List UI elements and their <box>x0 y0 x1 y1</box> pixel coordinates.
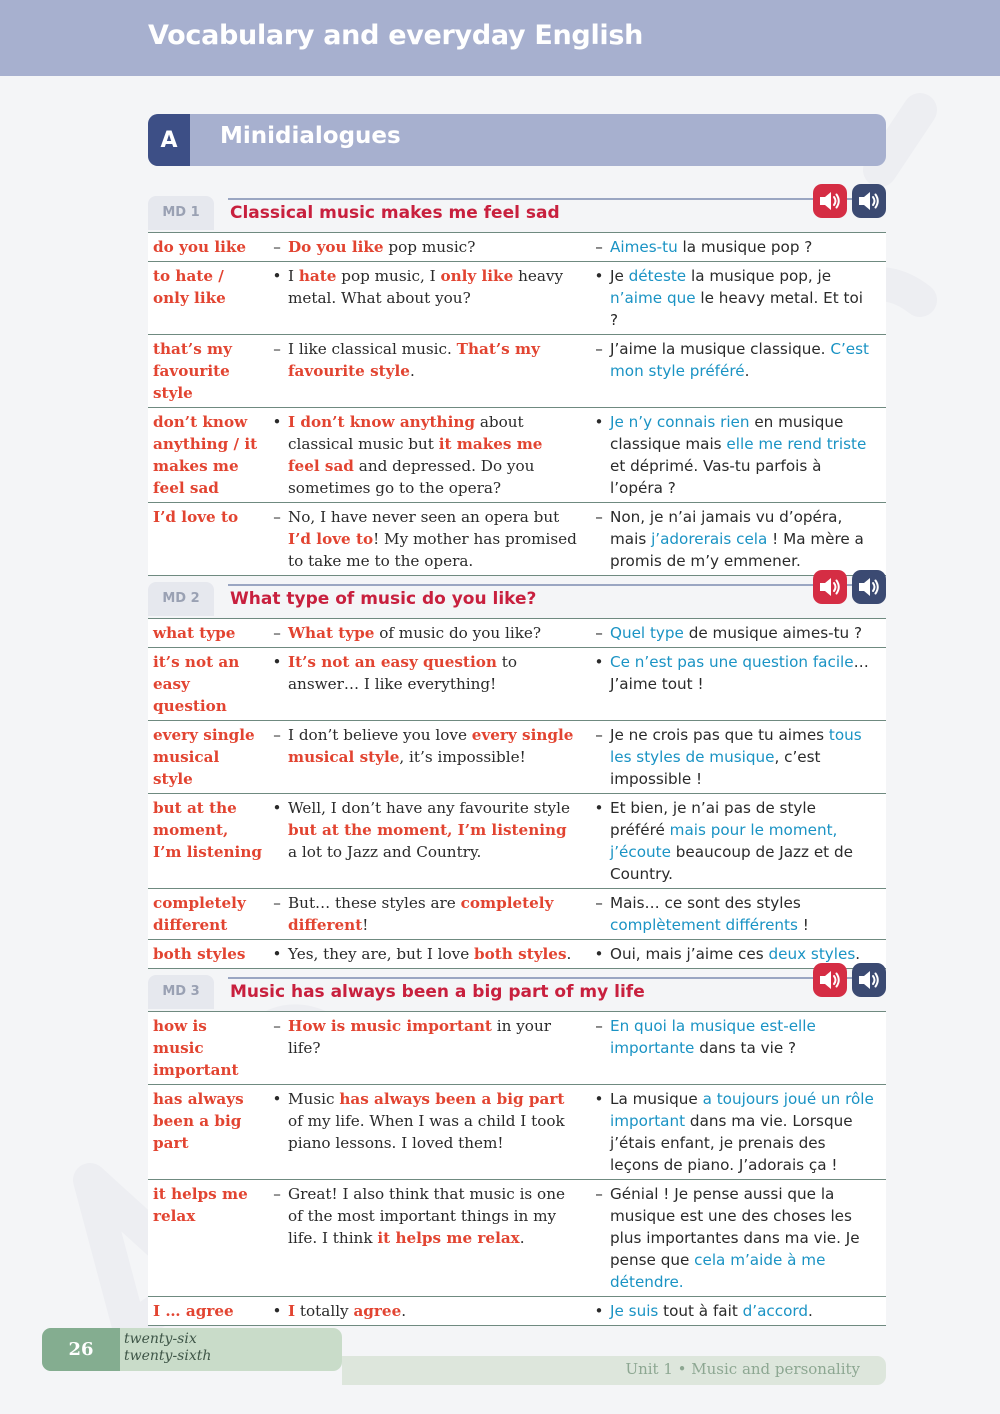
speaker-marker-fr: • <box>588 408 610 503</box>
keyword: to hate / only like <box>148 262 266 335</box>
highlight-phrase: I <box>288 1302 296 1320</box>
speaker-marker: – <box>266 889 288 940</box>
highlight-phrase: déteste <box>628 267 687 285</box>
french-line <box>610 408 886 503</box>
keyword: do you like <box>148 233 266 262</box>
highlight-phrase: complètement différents <box>610 916 798 934</box>
plain-text: dans ma vie. Lorsque j’étais enfant, je prenais des leçons de piano. J’adorais ça ! <box>610 1112 853 1174</box>
plain-text: et déprimé. Vas-tu parfois à l’opéra ? <box>610 457 822 497</box>
highlight-phrase: That’s my favourite style <box>288 340 540 380</box>
plain-text: I <box>288 267 299 285</box>
english-line <box>288 335 588 408</box>
plain-text: Génial ! Je pense aussi que la musique est une des choses les plus importantes dans ma vie. Je pense que <box>610 1185 860 1269</box>
page-ordinal-words: twenty-sixth <box>124 1348 212 1364</box>
plain-text: totally <box>295 1302 354 1320</box>
french-line <box>610 335 886 408</box>
english-line <box>288 262 588 335</box>
plain-text: pop music, I <box>336 267 441 285</box>
highlight-phrase: it helps me relax <box>377 1229 520 1247</box>
plain-text: Great! I also think that music is one of the most important things in my life. I think <box>288 1185 565 1247</box>
highlight-phrase: but at the moment, I’m listening <box>288 821 567 839</box>
md-title: What type of music do you like? <box>230 589 537 609</box>
plain-text: Yes, they are, but I love <box>288 945 475 963</box>
french-line <box>610 619 886 648</box>
plain-text: Music <box>288 1090 340 1108</box>
play-audio-button-alt[interactable] <box>852 963 886 997</box>
english-line <box>288 648 588 721</box>
highlight-phrase: only like <box>440 267 514 285</box>
highlight-phrase: En quoi la musique est-elle importante <box>610 1017 816 1057</box>
plain-text: ! <box>362 916 369 934</box>
speaker-marker: – <box>266 233 288 262</box>
plain-text: beaucoup de Jazz et de Country. <box>610 843 853 883</box>
dialogue-row <box>148 233 886 262</box>
speaker-marker: • <box>266 1297 288 1326</box>
keyword: I’d love to <box>148 503 266 576</box>
dialogue-table <box>148 618 886 969</box>
french-line <box>610 889 886 940</box>
plain-text: . <box>519 1229 525 1247</box>
highlight-phrase: How is music important <box>288 1017 492 1035</box>
play-audio-button[interactable] <box>813 963 847 997</box>
plain-text: pop music? <box>383 238 476 256</box>
play-audio-button[interactable] <box>813 184 847 218</box>
keyword: completely different <box>148 889 266 940</box>
top-banner <box>0 0 1000 76</box>
plain-text: tout à fait <box>658 1302 743 1320</box>
plain-text: ! My mother has promised to take me to the opera. <box>288 530 577 570</box>
plain-text: But… these styles are <box>288 894 461 912</box>
highlight-phrase: it makes me feel sad <box>288 435 543 475</box>
speaker-marker: – <box>266 335 288 408</box>
highlight-phrase: d’accord <box>742 1302 808 1320</box>
speaker-marker-fr: – <box>588 619 610 648</box>
plain-text: la musique pop, je <box>686 267 832 285</box>
dialogue-row <box>148 1012 886 1085</box>
speaker-marker-fr: • <box>588 648 610 721</box>
plain-text: . <box>566 945 572 963</box>
speaker-marker: – <box>266 619 288 648</box>
highlight-phrase: It’s not an easy question <box>288 653 497 671</box>
md-tag: MD 2 <box>148 582 214 616</box>
english-line <box>288 233 588 262</box>
keyword: both styles <box>148 940 266 969</box>
highlight-phrase: has always been a big part <box>339 1090 565 1108</box>
highlight-phrase: j’adorerais cela <box>651 530 768 548</box>
keyword: every single musical style <box>148 721 266 794</box>
plain-text: a lot to Jazz and Country. <box>288 843 482 861</box>
section-bar <box>148 114 886 166</box>
speaker-marker-fr: • <box>588 1297 610 1326</box>
plain-text: ! <box>797 916 809 934</box>
highlight-phrase: every single musical style <box>288 726 574 766</box>
english-line <box>288 940 588 969</box>
highlight-phrase: hate <box>298 267 337 285</box>
dialogue-row <box>148 1085 886 1180</box>
md-rule <box>228 977 886 979</box>
speaker-marker-fr: • <box>588 794 610 889</box>
speaker-marker: • <box>266 1085 288 1180</box>
plain-text: . <box>855 945 861 963</box>
speaker-marker-fr: • <box>588 940 610 969</box>
highlight-phrase: cela m’aide à me détendre. <box>610 1251 826 1291</box>
page-number: 26 <box>42 1328 120 1371</box>
md-rule <box>228 584 886 586</box>
keyword: but at the moment, I’m listening <box>148 794 266 889</box>
keyword: how is music important <box>148 1012 266 1085</box>
plain-text: to answer… I like everything! <box>288 653 517 693</box>
highlight-phrase: completely different <box>288 894 554 934</box>
english-line <box>288 503 588 576</box>
section-title: Minidialogues <box>220 123 401 149</box>
speaker-marker: • <box>266 794 288 889</box>
english-line <box>288 889 588 940</box>
keyword: it’s not an easy question <box>148 648 266 721</box>
plain-text: , c’est impossible ! <box>610 748 821 788</box>
plain-text: de musique aimes-tu ? <box>683 624 863 642</box>
speaker-marker: • <box>266 940 288 969</box>
highlight-phrase: C’est mon style préféré <box>610 340 869 380</box>
minidialogue-1 <box>148 196 886 576</box>
speaker-marker-fr: • <box>588 1085 610 1180</box>
keyword: I … agree <box>148 1297 266 1326</box>
speaker-marker-fr: • <box>588 262 610 335</box>
english-line <box>288 1085 588 1180</box>
french-line <box>610 1297 886 1326</box>
md-tag: MD 3 <box>148 975 214 1009</box>
dialogue-row <box>148 503 886 576</box>
plain-text: Well, I don’t have any favourite style <box>288 799 570 817</box>
speaker-marker-fr: – <box>588 233 610 262</box>
dialogue-table <box>148 232 886 576</box>
english-line <box>288 1012 588 1085</box>
highlight-phrase: Quel type <box>610 624 684 642</box>
md-header <box>148 975 886 1011</box>
dialogue-row <box>148 335 886 408</box>
french-line <box>610 940 886 969</box>
speaker-marker: – <box>266 721 288 794</box>
plain-text: and depressed. Do you sometimes go to the opera? <box>288 457 535 497</box>
english-line <box>288 619 588 648</box>
french-line <box>610 1085 886 1180</box>
keyword: it helps me relax <box>148 1180 266 1297</box>
play-audio-button-alt[interactable] <box>852 570 886 604</box>
english-line <box>288 721 588 794</box>
speaker-marker: – <box>266 1012 288 1085</box>
section-letter: A <box>148 114 190 166</box>
french-line <box>610 721 886 794</box>
dialogue-row <box>148 721 886 794</box>
plain-text: Je ne crois pas que tu aimes <box>610 726 829 744</box>
english-line <box>288 1180 588 1297</box>
highlight-phrase: Do you like <box>288 238 384 256</box>
plain-text: dans ta vie ? <box>694 1039 797 1057</box>
highlight-phrase: Je n’y connais rien <box>610 413 750 431</box>
plain-text: of music do you like? <box>374 624 542 642</box>
dialogue-row <box>148 1297 886 1326</box>
speaker-marker: • <box>266 408 288 503</box>
page-header-title: Vocabulary and everyday English <box>148 20 644 51</box>
unit-footer <box>342 1356 886 1385</box>
plain-text: , it’s impossible! <box>399 748 526 766</box>
dialogue-row <box>148 889 886 940</box>
md-header <box>148 196 886 232</box>
plain-text: ! Ma mère a promis de m’y emmener. <box>610 530 864 570</box>
plain-text: . <box>808 1302 813 1320</box>
plain-text: . <box>409 362 415 380</box>
highlight-phrase: Aimes-tu <box>610 238 678 256</box>
highlight-phrase: both styles <box>474 945 567 963</box>
plain-text: Je <box>610 267 629 285</box>
highlight-phrase: tous les styles de musique <box>610 726 862 766</box>
speaker-marker: • <box>266 262 288 335</box>
speaker-marker: – <box>266 503 288 576</box>
highlight-phrase: a toujours joué un rôle important <box>610 1090 874 1130</box>
french-line <box>610 503 886 576</box>
speaker-marker: • <box>266 648 288 721</box>
play-audio-button[interactable] <box>813 570 847 604</box>
minidialogue-2 <box>148 582 886 969</box>
plain-text: No, I have never seen an opera but <box>288 508 560 526</box>
page-number-words: twenty-six <box>124 1331 197 1347</box>
highlight-phrase: elle me rend triste <box>726 435 867 453</box>
dialogue-row <box>148 408 886 503</box>
french-line <box>610 648 886 721</box>
french-line <box>610 262 886 335</box>
md-tag: MD 1 <box>148 196 214 230</box>
french-line <box>610 233 886 262</box>
dialogue-row <box>148 619 886 648</box>
english-line <box>288 1297 588 1326</box>
plain-text: Et bien, je n’ai pas de style préféré <box>610 799 816 839</box>
highlight-phrase: n’aime que <box>610 289 696 307</box>
plain-text: Oui, mais j’aime ces <box>610 945 769 963</box>
dialogue-row <box>148 1180 886 1297</box>
dialogue-row <box>148 648 886 721</box>
speaker-marker-fr: – <box>588 503 610 576</box>
dialogue-table <box>148 1011 886 1326</box>
plain-text: J’aime la musique classique. <box>610 340 831 358</box>
md-title: Music has always been a big part of my life <box>230 982 645 1002</box>
plain-text: of my life. When I was a child I took piano lessons. I loved them! <box>288 1112 565 1152</box>
plain-text: heavy metal. What about you? <box>288 267 564 307</box>
plain-text: I like classical music. <box>288 340 457 358</box>
md-title: Classical music makes me feel sad <box>230 203 560 223</box>
speaker-marker-fr: – <box>588 721 610 794</box>
french-line <box>610 794 886 889</box>
md-header <box>148 582 886 618</box>
plain-text: Non, je n’ai jamais vu d’opéra, mais <box>610 508 843 548</box>
plain-text: La musique <box>610 1090 703 1108</box>
highlight-phrase: I’d love to <box>288 530 374 548</box>
highlight-phrase: deux styles <box>768 945 856 963</box>
unit-label: Unit 1 • Music and personality <box>625 1360 860 1378</box>
minidialogue-3 <box>148 975 886 1326</box>
keyword: that’s my favourite style <box>148 335 266 408</box>
highlight-phrase: Ce n’est pas une question facile <box>610 653 854 671</box>
highlight-phrase: mais pour le moment, j’écoute <box>610 821 838 861</box>
highlight-phrase: Je suis <box>610 1302 659 1320</box>
speaker-marker-fr: – <box>588 1012 610 1085</box>
plain-text: about classical music but <box>288 413 524 453</box>
plain-text: . <box>401 1302 407 1320</box>
highlight-phrase: agree <box>353 1302 402 1320</box>
highlight-phrase: What type <box>288 624 375 642</box>
speaker-marker: – <box>266 1180 288 1297</box>
plain-text: in your life? <box>288 1017 551 1057</box>
dialogue-row <box>148 940 886 969</box>
plain-text: le heavy metal. Et toi ? <box>610 289 863 329</box>
plain-text: Mais… ce sont des styles <box>610 894 801 912</box>
md-rule <box>228 198 886 200</box>
keyword: don’t know anything / it makes me feel sad <box>148 408 266 503</box>
plain-text: la musique pop ? <box>677 238 813 256</box>
plain-text: . <box>744 362 750 380</box>
english-line <box>288 408 588 503</box>
play-audio-button-alt[interactable] <box>852 184 886 218</box>
plain-text: … J’aime tout ! <box>610 653 869 693</box>
speaker-marker-fr: – <box>588 335 610 408</box>
english-line <box>288 794 588 889</box>
plain-text: en musique classique mais <box>610 413 844 453</box>
dialogue-row <box>148 794 886 889</box>
keyword: has always been a big part <box>148 1085 266 1180</box>
french-line <box>610 1180 886 1297</box>
highlight-phrase: I don’t know anything <box>288 413 476 431</box>
dialogue-row <box>148 262 886 335</box>
keyword: what type <box>148 619 266 648</box>
french-line <box>610 1012 886 1085</box>
page-footer <box>42 1328 342 1371</box>
speaker-marker-fr: – <box>588 889 610 940</box>
speaker-marker-fr: – <box>588 1180 610 1297</box>
plain-text: I don’t believe you love <box>288 726 472 744</box>
